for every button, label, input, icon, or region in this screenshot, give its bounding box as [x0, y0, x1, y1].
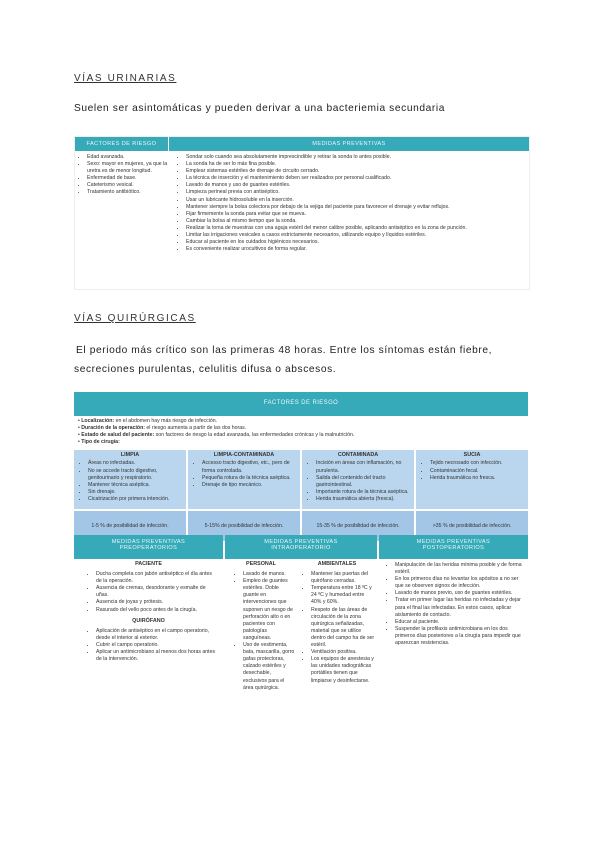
- medida-item: • Mantener siempre la bolsa colectora por debajo de la vejiga del paciente para favorecer el drenaje y evitar reflujos.: [186, 204, 529, 211]
- risk-factors-list: [74, 416, 528, 448]
- risk-line-label: Localización:: [81, 418, 115, 424]
- header-intraoperatorio: [225, 535, 377, 559]
- factor-item: • Tratamiento antibiótico.: [87, 189, 172, 196]
- col-header-factores: FACTORES DE RIESGO: [75, 137, 168, 151]
- post-item: • Lavado de manos previo, uso de guantes estériles.: [395, 590, 524, 597]
- ambientales-item: • Temperatura entre 18 ºC y 24 ºC y humedad entre 40% y 60%.: [311, 585, 375, 606]
- post-item: • En los primeros días no levantar los apósitos a no ser que se observen signos de infección.: [395, 576, 524, 590]
- surgery-type-item: • Herida traumática no fresca.: [430, 475, 525, 482]
- post-item: • Educar al paciente.: [395, 619, 524, 626]
- risk-line: • Localización: en el abdomen hay más riesgo de infección.: [78, 418, 218, 424]
- paciente-item: • Ausencia de joyas y prótesis.: [96, 599, 217, 606]
- surgery-type-item: • Contaminación fecal.: [430, 468, 525, 475]
- intro-quirurgicas-2: secreciones purulentas, celulitis difusa o abscesos.: [74, 364, 337, 375]
- surgery-type-column: [74, 450, 186, 541]
- pre-header-line1: MEDIDAS PREVENTIVAS: [111, 539, 186, 545]
- surgery-type-name: SUCIA: [463, 452, 481, 459]
- surgical-risk-table: [74, 392, 528, 531]
- ambientales-item: • Los equipos de anestesia y las unidades radiográficas portátiles tienen que limpiarse y desinfectarse.: [311, 656, 375, 684]
- intro-quirurgicas-1: El periodo más crítico son las primeras 48 horas. Entre los síntomas están fiebre,: [76, 345, 493, 356]
- surgery-types: [74, 450, 528, 541]
- factor-item: • Cateterismo vesical.: [87, 182, 172, 189]
- surgery-type-item: • Mantener técnica aséptica.: [88, 482, 183, 489]
- header-postoperatorios: [379, 535, 528, 559]
- paciente-item: • Ducha completa con jabón antiséptico el día antes de la operación.: [96, 571, 217, 585]
- surgery-type-item: • Tejido necrosado con infección.: [430, 460, 525, 467]
- risk-line-text: son factores de riesgo la edad avanzada, las enfermedades crónicas y la malnutrición.: [154, 432, 355, 439]
- infection-probability: 15-35 % de posibilidad de infección.: [302, 511, 414, 541]
- risk-line-label: Tipo de cirugía:: [81, 439, 120, 446]
- personal-item: • Empleo de guantes estériles. Doble guante en intervenciones que suponen un riesgo de perforación alto o en pacientes con patologías sanguíneas.: [243, 578, 295, 642]
- surgical-measures-table: [74, 535, 528, 755]
- surgery-type-item: • Incisión en áreas con inflamación, no purulenta.: [316, 460, 411, 474]
- medida-item: • Es conveniente realizar urocultivos de forma regular.: [186, 246, 529, 253]
- medidas-list: [172, 151, 529, 253]
- section-title-quirurgicas: VÍAS QUIRÚRGICAS: [74, 313, 196, 324]
- intro-urinarias: Suelen ser asintomáticas y pueden derivar a una bacteriemia secundaria: [74, 103, 446, 114]
- ambientales-title: AMBIENTALES: [317, 561, 357, 567]
- post-item: • Suspender la profilaxis antimicrobiana en los dos primeros días posteriores a la cirugía para impedir que aparezcan resistencias.: [395, 626, 524, 647]
- risk-line-label: Duración de la operación:: [81, 425, 145, 432]
- col-preoperatorios: [74, 559, 223, 692]
- factor-item: • Sexo: mayor en mujeres, ya que la uretra es de menor longitud.: [87, 161, 172, 175]
- personal-list: [225, 571, 297, 692]
- pre-header-line2: PREOPERATORIOS: [119, 545, 178, 551]
- factores-list: [75, 151, 172, 253]
- medida-item: • Limitar las irrigaciones vesicales a casos estrictamente necesarios, utilizando equipo y líquidos estériles.: [186, 232, 529, 239]
- paciente-item: • Ausencia de cremas, desodorante y esmalte de uñas.: [96, 585, 217, 599]
- post-item: • Manipulación de las heridas mínima posible y de forma estéril.: [395, 562, 524, 576]
- ambientales-item: • Respeto de las áreas de circulación de la zona quirúrgica señalizadas, material que se utilice dentro del campo ha de ser estéril.: [311, 607, 375, 650]
- medida-item: • Emplear sistemas estériles de drenaje de circuito cerrado.: [186, 168, 529, 175]
- factor-item: • Enfermedad de base.: [87, 175, 172, 182]
- ambientales-item: • Ventilación positiva.: [311, 649, 375, 656]
- ambientales-list: [297, 571, 377, 685]
- surgery-type-item: • No se accede tracto digestivo, genitourinario y respiratorio.: [88, 468, 183, 482]
- paciente-list: [74, 571, 223, 614]
- factor-item: • Edad avanzada.: [87, 154, 172, 161]
- quirofano-item: • Aplicar un antimicrobiano al menos dos horas antes de la intervención.: [96, 649, 217, 663]
- medida-item: • Educar al paciente en los cuidados higiénicos necesarios.: [186, 239, 529, 246]
- paciente-item: • Rasurado del vello poco antes de la cirugía.: [96, 607, 217, 614]
- surgery-type-column: [188, 450, 300, 541]
- urinary-table-header: [75, 137, 529, 151]
- surgery-type-column: [416, 450, 528, 541]
- surgery-type-name: CONTAMINADA: [337, 452, 379, 459]
- medida-item: • La sonda ha de ser lo más fina posible.: [186, 161, 529, 168]
- col-header-medidas: MEDIDAS PREVENTIVAS: [168, 137, 529, 151]
- post-header-line2: POSTOPERATORIOS: [422, 545, 485, 551]
- intra-header-line2: INTRAOPERATORIO: [271, 545, 331, 551]
- risk-line-text: en el abdomen hay más riesgo de infección.: [114, 418, 218, 424]
- medida-item: • Sondar solo cuando sea absolutamente imprescindible y retirar la sonda lo antes posible.: [186, 154, 529, 161]
- surgery-type-item: • Sin drenaje.: [88, 489, 183, 496]
- personal-item: • Uso de vestimenta, bata, mascarilla, gorro gafas protectoras, calzado estériles y desechable, exclusivos para el área quirúrgica.: [243, 642, 295, 692]
- quirofano-item: • Aplicación de antiséptico en el campo operatorio, desde el interior al exterior.: [96, 628, 217, 642]
- medida-item: • Realizar la toma de muestras con una aguja estéril del menor calibre posible, aplicando antiséptico en la zona de punción.: [186, 225, 529, 232]
- quirofano-title: QUIRÓFANO: [132, 617, 165, 624]
- surgery-type-name: LIMPIA-CONTAMINADA: [213, 452, 275, 459]
- risk-line: • Duración de la operación: el riesgo aumenta a partir de las dos horas.: [78, 425, 247, 432]
- medida-item: • Usar un lubricante hidrosoluble en la inserción.: [186, 197, 529, 204]
- risk-line: • Estado de salud del paciente: son factores de riesgo la edad avanzada, las enfermedades crónicas y la malnutrición.: [78, 432, 355, 439]
- infection-probability: >35 % de posibilidad de infección.: [416, 511, 528, 541]
- surgery-type-item: • Pequeña rotura de la técnica aséptica.: [202, 475, 297, 482]
- medida-item: • Cambiar la bolsa al mismo tiempo que la sonda.: [186, 218, 529, 225]
- header-preoperatorios: [74, 535, 223, 559]
- col-intraoperatorio: [225, 559, 377, 692]
- post-header-line1: MEDIDAS PREVENTIVAS: [416, 539, 491, 545]
- quirofano-item: • Cubrir el campo operatorio.: [96, 642, 217, 649]
- medida-item: • La técnica de inserción y el mantenimiento deben ser realizados por personal cualificado.: [186, 175, 529, 182]
- infection-probability: 1-5 % de posibilidad de infección.: [74, 511, 186, 541]
- post-list: [379, 559, 528, 647]
- personal-item: • Lavado de manos.: [243, 571, 295, 578]
- risk-line-label: Estado de salud del paciente:: [81, 432, 155, 439]
- medida-item: • Limpieza perineal previa con antiséptico.: [186, 189, 529, 196]
- surgery-type-item: • Salida del contenido del tracto gastrointestinal.: [316, 475, 411, 489]
- surgery-type-name: LIMPIA: [120, 452, 140, 459]
- medida-item: • Fijar firmemente la sonda para evitar que se mueva.: [186, 211, 529, 218]
- surgery-type-item: • Drenaje de tipo mecánico.: [202, 482, 297, 489]
- surgery-type-item: • Cicatrización por primera intención.: [88, 496, 183, 503]
- medida-item: • Lavado de manos y uso de guantes estériles.: [186, 182, 529, 189]
- surgery-type-item: • Accesso tracto digestivo, etc., pero de forma controlada.: [202, 460, 297, 474]
- personal-title: PERSONAL: [246, 561, 276, 567]
- risk-header: FACTORES DE RIESGO: [74, 392, 528, 416]
- risk-line-text: el riesgo aumenta a partir de las dos horas.: [144, 425, 247, 432]
- col-postoperatorios: [379, 559, 528, 692]
- surgery-type-item: • Herida traumática abierta (fresca).: [316, 496, 411, 503]
- surgery-type-column: [302, 450, 414, 541]
- surgery-type-item: • Áreas no infectadas.: [88, 460, 183, 467]
- urinary-table: [74, 136, 530, 290]
- quirofano-list: [74, 628, 223, 663]
- intra-header-line1: MEDIDAS PREVENTIVAS: [264, 539, 338, 545]
- section-title-urinarias: VÍAS URINARIAS: [74, 73, 177, 84]
- surgery-type-item: • Importante rotura de la técnica aséptica.: [316, 489, 411, 496]
- infection-probability: 5-15% de posibilidad de infección.: [188, 511, 300, 541]
- paciente-title: PACIENTE: [135, 561, 162, 567]
- ambientales-item: • Mantener las puertas del quirófano cerradas.: [311, 571, 375, 585]
- post-item: • Tratar en primer lugar las heridas no infectadas y dejar para el final las infectadas. En estos casos, aplicar aislamiento de contacto.: [395, 597, 524, 618]
- risk-line: • Tipo de cirugía:: [78, 439, 120, 446]
